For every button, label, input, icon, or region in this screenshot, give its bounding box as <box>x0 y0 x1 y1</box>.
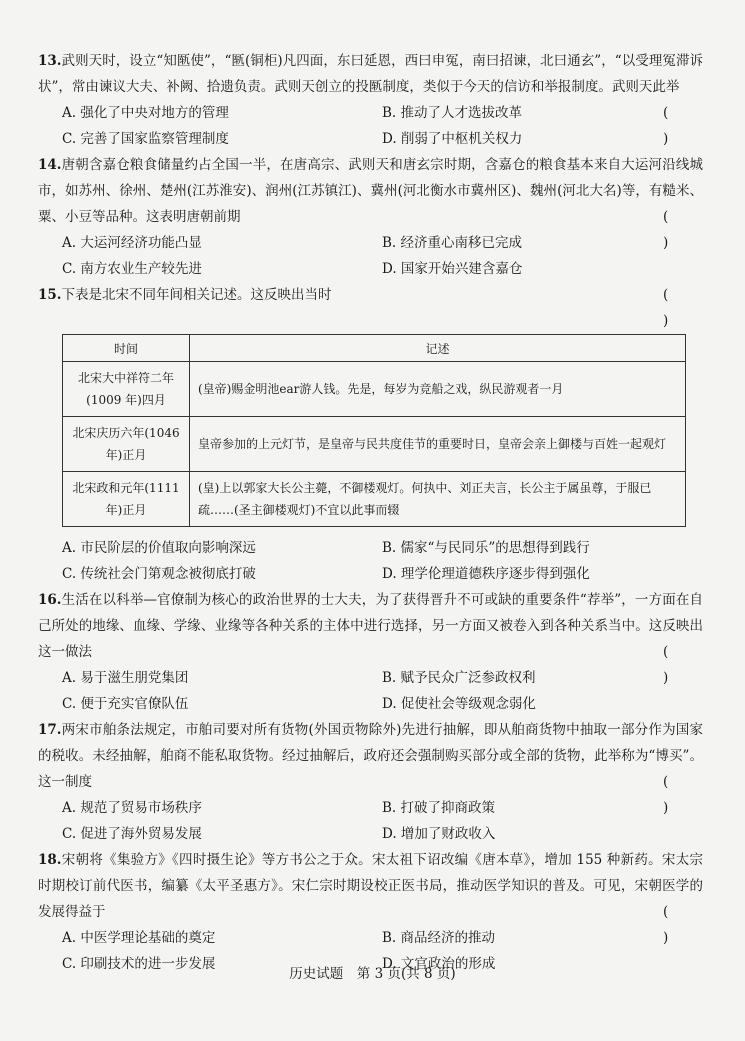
option-b: B. 推动了人才选拔改革 <box>382 105 523 121</box>
time-cell: 北宋政和元年(1111 年)正月 <box>63 472 190 527</box>
time-cell: 北宋大中祥符二年(1009 年)四月 <box>63 362 190 417</box>
question-number: 14. <box>38 157 62 173</box>
question-number: 18. <box>38 852 62 868</box>
question-number: 15. <box>38 287 62 303</box>
table-row <box>63 472 686 527</box>
option-c: C. 印刷技术的进一步发展 <box>62 956 216 972</box>
column-header-record: 记述 <box>190 335 686 362</box>
option-b: B. 打破了抑商政策 <box>382 800 496 816</box>
option-b: B. 商品经济的推动 <box>382 930 496 946</box>
option-b: B. 儒家“与民同乐”的思想得到践行 <box>382 540 590 556</box>
options <box>62 665 663 717</box>
question-number: 13. <box>38 53 62 69</box>
question-14 <box>38 152 703 282</box>
option-a: A. 市民阶层的价值取向影响深远 <box>62 540 256 556</box>
question-13 <box>38 48 703 152</box>
question-text: 唐朝含嘉仓粮食储量约占全国一半，在唐高宗、武则天和唐玄宗时期，含嘉仓的粮食基本来自大运河沿线城市，如苏州、徐州、楚州(江苏淮安)、润州(江苏镇江)、冀州(河北衡水市冀州区)、魏州(河北大名)等，有糙米、粟、小豆等品种。这表明唐朝前期 <box>38 157 703 225</box>
record-cell: 皇帝参加的上元灯节，是皇帝与民共度佳节的重要时日，皇帝会亲上御楼与百姓一起观灯 <box>190 417 686 472</box>
question-18 <box>38 847 703 977</box>
table-row <box>63 417 686 472</box>
answer-paren: ( ) <box>663 209 683 251</box>
option-d: D. 文官政治的形成 <box>382 956 496 972</box>
record-cell: (皇)上以郭家大长公主薨，不御楼观灯。何执中、刘正夫言，长公主于属虽尊，于服已疏……(圣主御楼观灯)不宜以此事而辍 <box>190 472 686 527</box>
question-17 <box>38 717 703 847</box>
question-text: 两宋市舶条法规定，市舶司要对所有货物(外国贡物除外)先进行抽解，即从舶商货物中抽取一部分作为国家的税收。未经抽解，舶商不能私取货物。经过抽解后，政府还会强制购买部分或全部的货物，此举称为“博买”。这一制度 <box>38 722 703 790</box>
option-a: A. 中医学理论基础的奠定 <box>62 930 216 946</box>
question-text: 生活在以科举—官僚制为核心的政治世界的士大夫，为了获得晋升不可或缺的重要条件“荐举”，一方面在自己所处的地缘、血缘、学缘、业缘等各种关系的主体中进行选择，另一方面又被卷入到各种关系当中。这反映出这一做法 <box>38 592 703 660</box>
option-d: D. 国家开始兴建含嘉仓 <box>382 261 523 277</box>
answer-paren: ( ) <box>663 105 683 147</box>
option-c: C. 南方农业生产较先进 <box>62 261 202 277</box>
option-c: C. 完善了国家监察管理制度 <box>62 131 229 147</box>
answer-paren: ( ) <box>663 774 683 816</box>
option-c: C. 传统社会门第观念被彻底打破 <box>62 566 256 582</box>
option-a: A. 强化了中央对地方的管理 <box>62 105 229 121</box>
option-d: D. 增加了财政收入 <box>382 826 496 842</box>
options <box>62 100 663 152</box>
options <box>62 795 663 847</box>
question-15 <box>38 282 703 587</box>
answer-paren: ( ) <box>663 287 683 329</box>
record-table <box>62 334 686 527</box>
option-c: C. 促进了海外贸易发展 <box>62 826 202 842</box>
table-header-row <box>63 335 686 362</box>
answer-paren: ( ) <box>663 904 683 946</box>
question-number: 17. <box>38 722 62 738</box>
option-a: A. 规范了贸易市场秩序 <box>62 800 202 816</box>
option-d: D. 理学伦理道德秩序逐步得到强化 <box>382 566 590 582</box>
column-header-time: 时间 <box>63 335 190 362</box>
options <box>62 535 703 587</box>
options <box>62 230 663 282</box>
option-c: C. 便于充实官僚队伍 <box>62 696 189 712</box>
option-b: B. 经济重心南移已完成 <box>382 235 523 251</box>
question-stem <box>38 282 703 329</box>
option-d: D. 促使社会等级观念弱化 <box>382 696 536 712</box>
option-a: A. 大运河经济功能凸显 <box>62 235 202 251</box>
question-text: 宋朝将《集验方》《四时摄生论》等方书公之于众。宋太祖下诏改编《唐本草》，增加 155 种新药。宋太宗时期校订前代医书，编纂《太平圣惠方》。宋仁宗时期设校正医书局，推动医学知识的普及。可见，宋朝医学的发展得益于 <box>38 852 703 920</box>
question-text: 武则天时，设立“知匦使”，“匦(铜柜)凡四面，东曰延恩，西曰申冤，南曰招谏，北曰通玄”，“以受理冤滞诉状”，常由谏议大夫、补阙、拾遗负责。武则天创立的投匦制度，类似于今天的信访和举报制度。武则天此举 <box>38 53 703 95</box>
record-cell: (皇帝)赐金明池ear游人钱。先是，每岁为竞船之戏，纵民游观者一月 <box>190 362 686 417</box>
question-16 <box>38 587 703 717</box>
exam-page <box>38 48 703 977</box>
answer-paren: ( ) <box>663 644 683 686</box>
option-b: B. 赋予民众广泛参政权利 <box>382 670 536 686</box>
question-number: 16. <box>38 592 62 608</box>
table-row <box>63 362 686 417</box>
question-text: 下表是北宋不同年间相关记述。这反映出当时 <box>61 287 332 303</box>
option-d: D. 削弱了中枢机关权力 <box>382 131 523 147</box>
time-cell: 北宋庆历六年(1046 年)正月 <box>63 417 190 472</box>
option-a: A. 易于滋生朋党集团 <box>62 670 189 686</box>
page-footer: 历史试题 第 3 页(共 8 页) <box>289 966 456 982</box>
